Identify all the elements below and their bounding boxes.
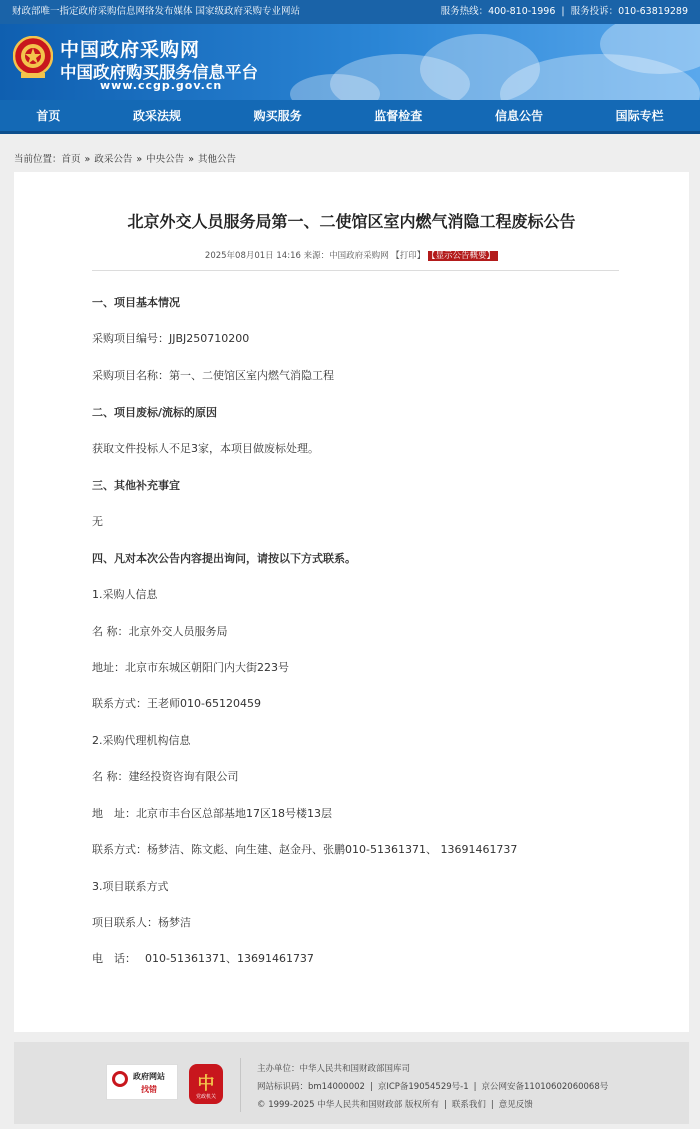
icp-link[interactable]: 京ICP备19054529号-1 — [377, 1082, 469, 1092]
nav-item-regulations[interactable]: 政采法规 — [132, 109, 181, 123]
copyright-text: © 1999-2025 中华人民共和国财政部 版权所有 — [257, 1100, 439, 1110]
paragraph: 采购项目名称：第一、二使馆区室内燃气消隐工程 — [92, 369, 334, 382]
site-banner — [0, 24, 700, 100]
badge-glyph: 中 — [197, 1074, 215, 1094]
section-heading: 一、项目基本情况 — [92, 296, 180, 309]
badge-title: 政府网站 — [133, 1072, 165, 1081]
nav-item-international[interactable]: 国际专栏 — [615, 109, 664, 123]
paragraph: 项目联系人：杨梦洁 — [92, 916, 191, 929]
breadcrumb-separator: » — [136, 154, 143, 165]
footer-registration: 网站标识码：bm14000002 | 京ICP备19054529号-1 | 京公网安备11010602060068号 — [257, 1082, 609, 1092]
footer-host: 主办单位：中华人民共和国财政部国库司 — [257, 1064, 411, 1074]
site-code: 网站标识码：bm14000002 — [257, 1082, 365, 1092]
breadcrumb — [14, 151, 236, 165]
section-heading: 二、项目废标/流标的原因 — [92, 406, 218, 419]
badge-subtitle: 找错 — [141, 1085, 157, 1094]
nav-item-announcements[interactable]: 信息公告 — [494, 109, 543, 123]
section-heading: 四、凡对本次公告内容提出询问，请按以下方式联系。 — [92, 552, 356, 565]
paragraph: 电 话： 010-51361371、13691461737 — [92, 952, 314, 965]
site-footer — [14, 1042, 689, 1124]
nav-item-home[interactable]: 首页 — [36, 109, 61, 123]
paragraph: 采购项目编号：JJBJ250710200 — [92, 332, 250, 345]
top-slogan: 财政部唯一指定政府采购信息网络发布媒体 国家级政府采购专业网站 — [12, 6, 301, 17]
party-government-badge[interactable] — [189, 1064, 223, 1104]
article-meta — [14, 249, 689, 261]
site-url: www.ccgp.gov.cn — [100, 79, 223, 92]
footer-copyright: © 1999-2025 中华人民共和国财政部 版权所有 | 联系我们 | 意见反馈 — [257, 1100, 533, 1110]
show-summary-button[interactable]: 【显示公告概要】 — [428, 251, 498, 261]
section-heading: 三、其他补充事宜 — [92, 479, 180, 492]
paragraph: 1.采购人信息 — [92, 588, 158, 601]
top-separator: | — [561, 6, 565, 17]
top-contact — [441, 0, 688, 24]
paragraph: 地 址：北京市丰台区总部基地17区18号楼13层 — [92, 807, 332, 820]
paragraph: 3.项目联系方式 — [92, 880, 169, 893]
footer-divider — [240, 1058, 241, 1112]
magnifier-icon — [112, 1071, 128, 1087]
paragraph: 无 — [92, 515, 103, 528]
page-title: 北京外交人员服务局第一、二使馆区室内燃气消隐工程废标公告 — [127, 212, 576, 231]
paragraph: 名 称：北京外交人员服务局 — [92, 625, 228, 638]
complaint-text: 服务投诉：010-63819289 — [570, 6, 688, 17]
site-subtitle: 中国政府购买服务信息平台 — [60, 63, 258, 82]
breadcrumb-other[interactable]: 其他公告 — [198, 154, 237, 165]
paragraph: 联系方式：王老师010-65120459 — [92, 697, 261, 710]
nav-item-services[interactable]: 购买服务 — [253, 109, 302, 123]
breadcrumb-separator: » — [188, 154, 194, 165]
site-name[interactable]: 中国政府采购网 — [60, 39, 201, 61]
breadcrumb-home[interactable]: 首页 — [61, 154, 81, 165]
breadcrumb-procurement[interactable]: 政采公告 — [94, 154, 133, 165]
main-nav — [0, 100, 700, 134]
top-info-bar — [0, 0, 700, 24]
paragraph: 获取文件投标人不足3家，本项目做废标处理。 — [92, 442, 319, 455]
hotline-text: 服务热线：400-810-1996 — [440, 6, 556, 17]
feedback-link[interactable]: 意见反馈 — [498, 1100, 533, 1110]
nav-item-supervision[interactable]: 监督检查 — [374, 109, 423, 123]
national-emblem-icon[interactable] — [13, 36, 53, 80]
divider — [92, 270, 619, 271]
paragraph: 2.采购代理机构信息 — [92, 734, 191, 747]
paragraph: 地址：北京市东城区朝阳门内大街223号 — [92, 661, 289, 674]
article-meta-text[interactable]: 2025年08月01日 14:16 来源：中国政府采购网 【打印】 — [204, 251, 426, 261]
paragraph: 名 称：建经投资咨询有限公司 — [92, 770, 239, 783]
breadcrumb-prefix: 当前位置： — [14, 154, 62, 165]
report-error-badge[interactable] — [106, 1064, 178, 1100]
article-card — [14, 172, 689, 1032]
contact-link[interactable]: 联系我们 — [451, 1100, 486, 1110]
breadcrumb-central[interactable]: 中央公告 — [146, 154, 185, 165]
police-link[interactable]: 京公网安备11010602060068号 — [481, 1082, 609, 1092]
badge-caption: 党政机关 — [195, 1094, 216, 1100]
paragraph: 联系方式：杨梦洁、陈文彪、向生建、赵金丹、张鹏010-51361371、 13691461737 — [92, 843, 518, 856]
breadcrumb-separator: » — [84, 154, 91, 165]
